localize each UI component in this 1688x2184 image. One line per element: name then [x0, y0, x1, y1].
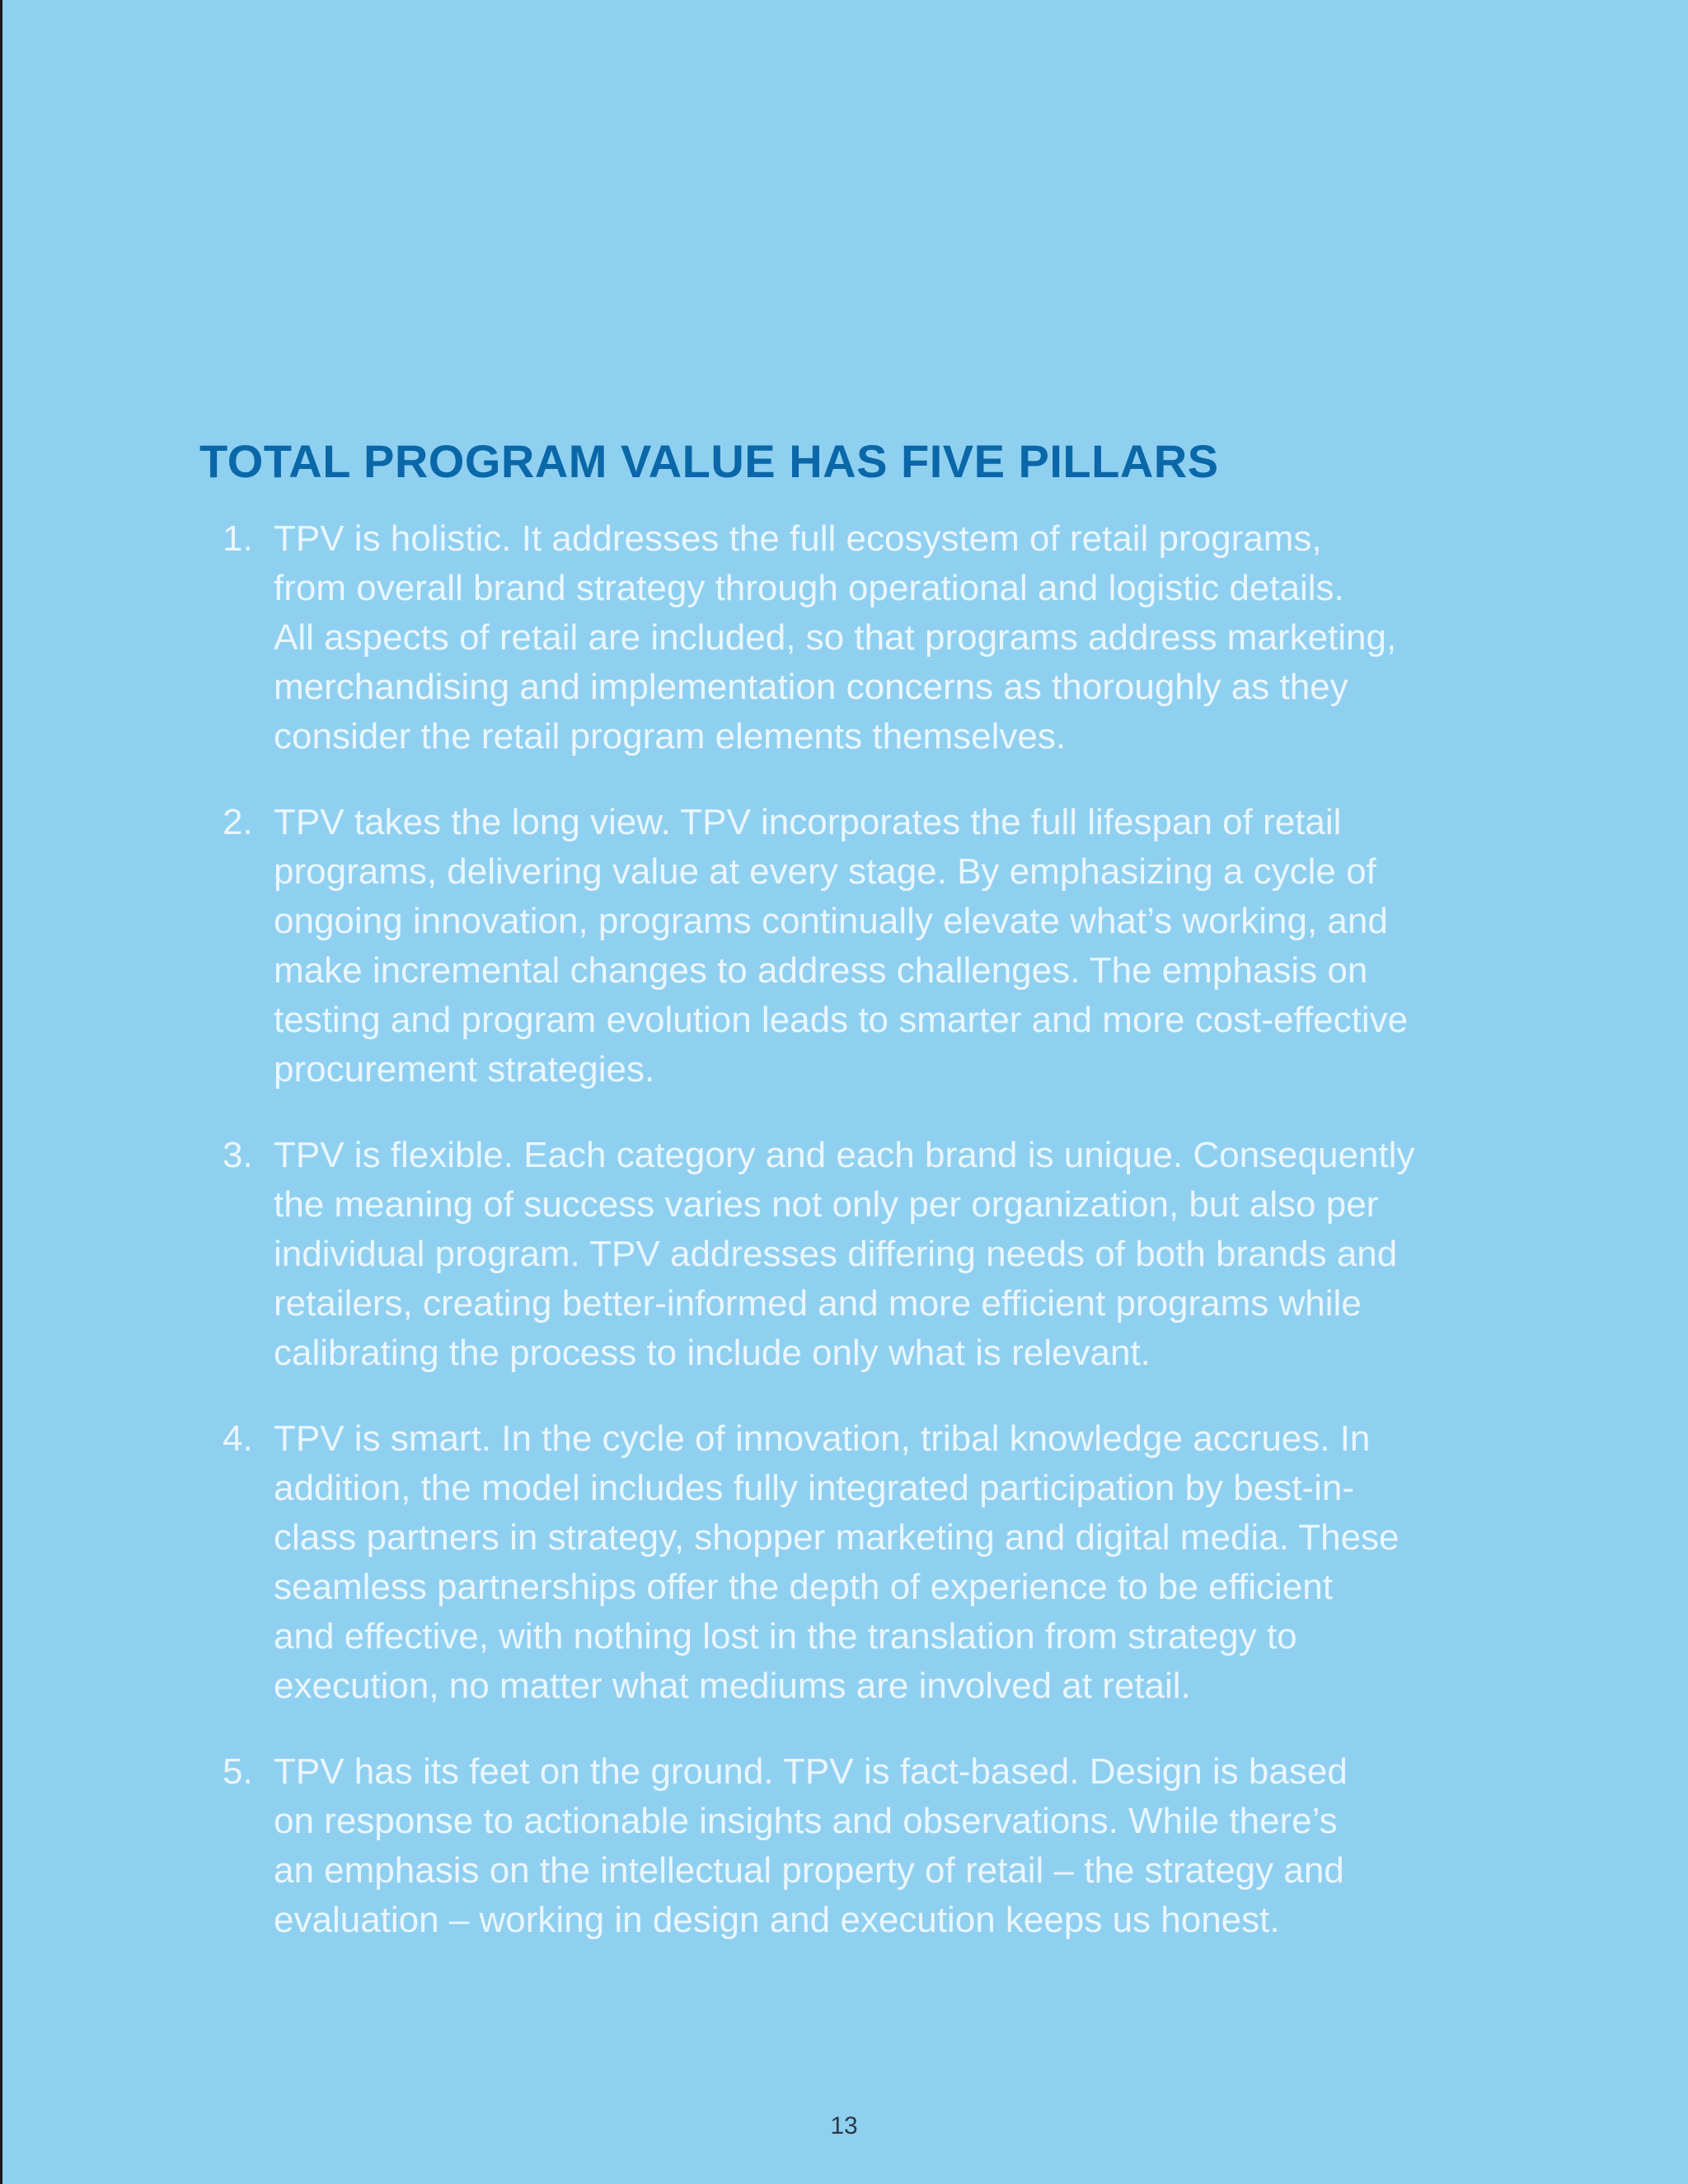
- pillar-text-line: ongoing innovation, programs continually elevate what’s working, and: [274, 901, 1388, 941]
- pillar-text-line: TPV is flexible. Each category and each brand is unique. Consequently: [274, 1135, 1415, 1175]
- pillar-text-line: class partners in strategy, shopper marketing and digital media. These: [274, 1517, 1400, 1558]
- pillar-text-line: All aspects of retail are included, so that programs address marketing,: [274, 617, 1397, 658]
- pillar-item: [0, 798, 1688, 1094]
- pillar-text-line: addition, the model includes fully integrated participation by best-in-: [274, 1468, 1354, 1508]
- pillar-text-line: the meaning of success varies not only per organization, but also per: [274, 1184, 1379, 1225]
- pillar-text-line: programs, delivering value at every stage. By emphasizing a cycle of: [274, 851, 1376, 892]
- pillar-number: 5.: [223, 1751, 253, 1792]
- pillar-number: 1.: [223, 518, 253, 559]
- pillar-text-line: make incremental changes to address challenges. The emphasis on: [274, 950, 1368, 991]
- pillar-number: 3.: [223, 1135, 253, 1175]
- pillar-number: 4.: [223, 1418, 253, 1459]
- pillar-text-line: an emphasis on the intellectual property of retail – the strategy and: [274, 1850, 1344, 1891]
- pillar-text-line: testing and program evolution leads to smarter and more cost-effective: [274, 1000, 1409, 1040]
- pillar-text-line: from overall brand strategy through operational and logistic details.: [274, 568, 1344, 608]
- pillar-text-line: on response to actionable insights and observations. While there’s: [274, 1801, 1338, 1841]
- pillars-list: [0, 514, 1688, 1981]
- pillar-text-line: TPV has its feet on the ground. TPV is fact-based. Design is based: [274, 1751, 1348, 1792]
- pillar-text-line: TPV takes the long view. TPV incorporates the full lifespan of retail: [274, 802, 1342, 842]
- pillar-text-line: TPV is holistic. It addresses the full ecosystem of retail programs,: [274, 518, 1322, 559]
- pillar-text-line: merchandising and implementation concerns as thoroughly as they: [274, 667, 1348, 707]
- pillar-text-line: retailers, creating better-informed and more efficient programs while: [274, 1283, 1362, 1324]
- pillar-text-line: TPV is smart. In the cycle of innovation, tribal knowledge accrues. In: [274, 1418, 1371, 1459]
- pillar-number: 2.: [223, 802, 253, 842]
- pillar-text-line: and effective, with nothing lost in the translation from strategy to: [274, 1616, 1297, 1657]
- page-heading: TOTAL PROGRAM VALUE HAS FIVE PILLARS: [199, 435, 1219, 487]
- pillar-text-line: execution, no matter what mediums are involved at retail.: [274, 1666, 1191, 1706]
- pillar-text-line: consider the retail program elements themselves.: [274, 716, 1067, 757]
- pillar-text-line: seamless partnerships offer the depth of experience to be efficient: [274, 1567, 1333, 1607]
- pillar-text-line: individual program. TPV addresses differing needs of both brands and: [274, 1234, 1398, 1274]
- pillar-item: [0, 1414, 1688, 1711]
- page-number: 13: [830, 2112, 858, 2139]
- pillar-text-line: procurement strategies.: [274, 1049, 655, 1090]
- pillar-item: [0, 514, 1688, 762]
- pillar-item: [0, 1131, 1688, 1378]
- pillar-text-line: evaluation – working in design and execution keeps us honest.: [274, 1900, 1280, 1940]
- pillar-text-line: calibrating the process to include only what is relevant.: [274, 1333, 1151, 1373]
- pillar-item: [0, 1747, 1688, 1945]
